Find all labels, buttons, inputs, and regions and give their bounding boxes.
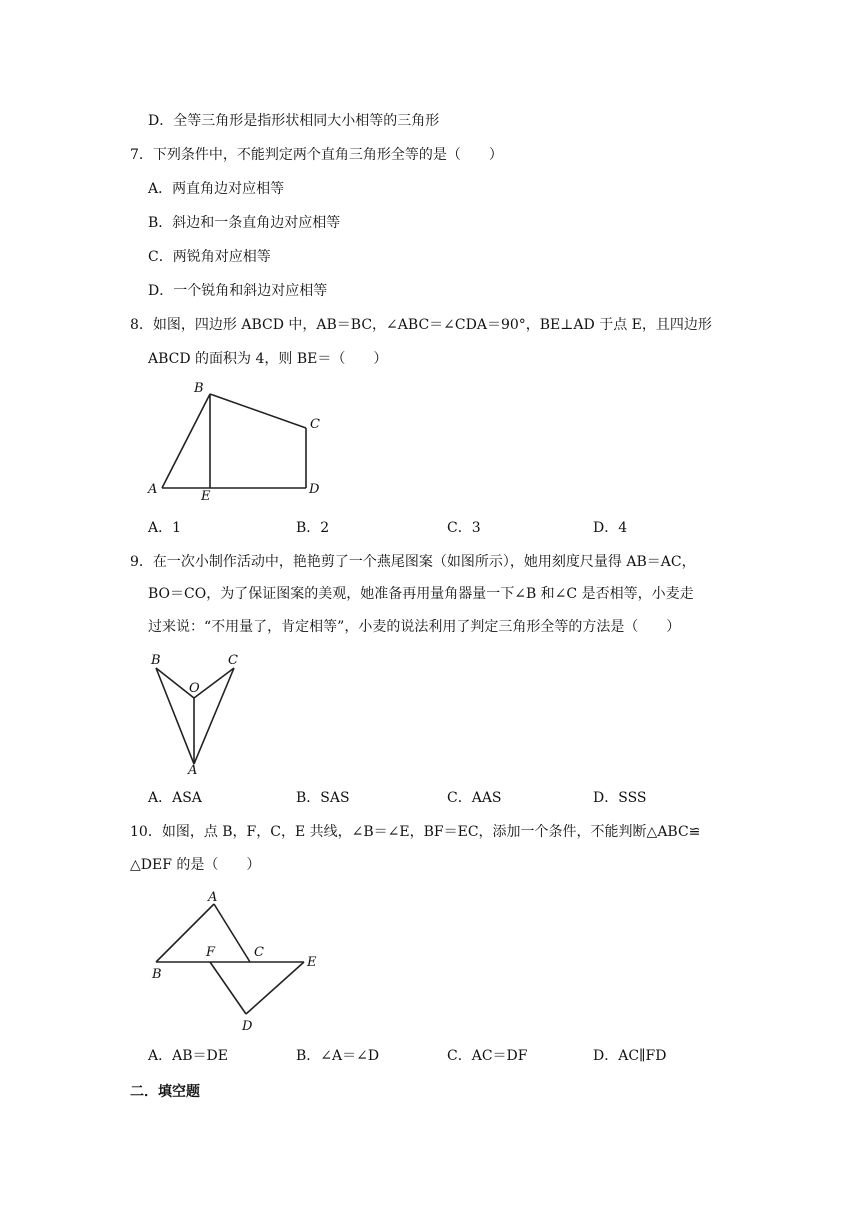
q8-option-b: B．2 [296,520,330,536]
q8-label-d: D [309,482,320,497]
q10-stem-line1: 10．如图，点 B，F，C，E 共线，∠B＝∠E，BF＝EC，添加一个条件，不能判断△ABC≌ [130,824,701,840]
q8-option-c: C．3 [447,520,481,536]
q10-figure [146,886,326,1034]
q8-label-c: C [310,417,320,432]
q8-stem-line2: ABCD 的面积为 4，则 BE＝（ ） [148,351,388,367]
q10-label-e: E [307,955,317,970]
q8-option-a: A．1 [148,520,182,536]
q7-option-b: B．斜边和一条直角边对应相等 [148,215,341,231]
q8-figure [146,378,336,502]
q9-stem-line2: BO＝CO，为了保证图案的美观，她准备再用量角器量一下∠B 和∠C 是否相等，小麦走 [148,586,694,602]
q8-label-a: A [148,482,158,497]
q8-label-b: B [194,381,204,396]
q9-stem-line3: 过来说：“不用量了，肯定相等”，小麦的说法利用了判定三角形全等的方法是（ ） [148,619,681,635]
q10-option-d: D．AC∥FD [593,1048,667,1064]
q9-option-b: B．SAS [296,790,350,806]
q9-stem-line1: 9．在一次小制作活动中，艳艳剪了一个燕尾图案（如图所示），她用刻度尺量得 AB＝AC， [130,554,696,570]
q10-label-a: A [208,890,218,905]
q9-figure [146,648,246,776]
q7-option-d: D．一个锐角和斜边对应相等 [148,283,328,299]
q9-label-b: B [151,653,161,668]
q9-option-a: A．ASA [148,790,202,806]
q9-label-o: O [189,681,200,696]
section-heading-fill-in: 二．填空题 [130,1084,200,1100]
q7-stem: 7．下列条件中，不能判定两个直角三角形全等的是（ ） [130,147,503,163]
q10-label-f: F [206,945,216,960]
q10-option-a: A．AB＝DE [148,1048,228,1064]
q10-label-b: B [152,967,162,982]
q9-option-c: C．AAS [447,790,502,806]
q9-label-c: C [228,653,238,668]
q9-label-a: A [188,763,198,776]
q8-option-d: D．4 [593,520,628,536]
q9-option-d: D．SSS [593,790,647,806]
q10-option-b: B．∠A＝∠D [296,1048,380,1064]
q8-label-e: E [201,489,211,502]
q10-label-d: D [242,1019,253,1034]
q8-stem-line1: 8．如图，四边形 ABCD 中，AB＝BC，∠ABC＝∠CDA＝90°，BE⊥AD 于点 E，且四边形 [130,317,712,333]
q6-option-d: D．全等三角形是指形状相同大小相等的三角形 [148,113,440,129]
q7-option-c: C．两锐角对应相等 [148,249,271,265]
q10-label-c: C [254,945,264,960]
q7-option-a: A．两直角边对应相等 [148,181,285,197]
q10-stem-line2: △DEF 的是（ ） [130,857,261,873]
q10-option-c: C．AC＝DF [447,1048,528,1064]
